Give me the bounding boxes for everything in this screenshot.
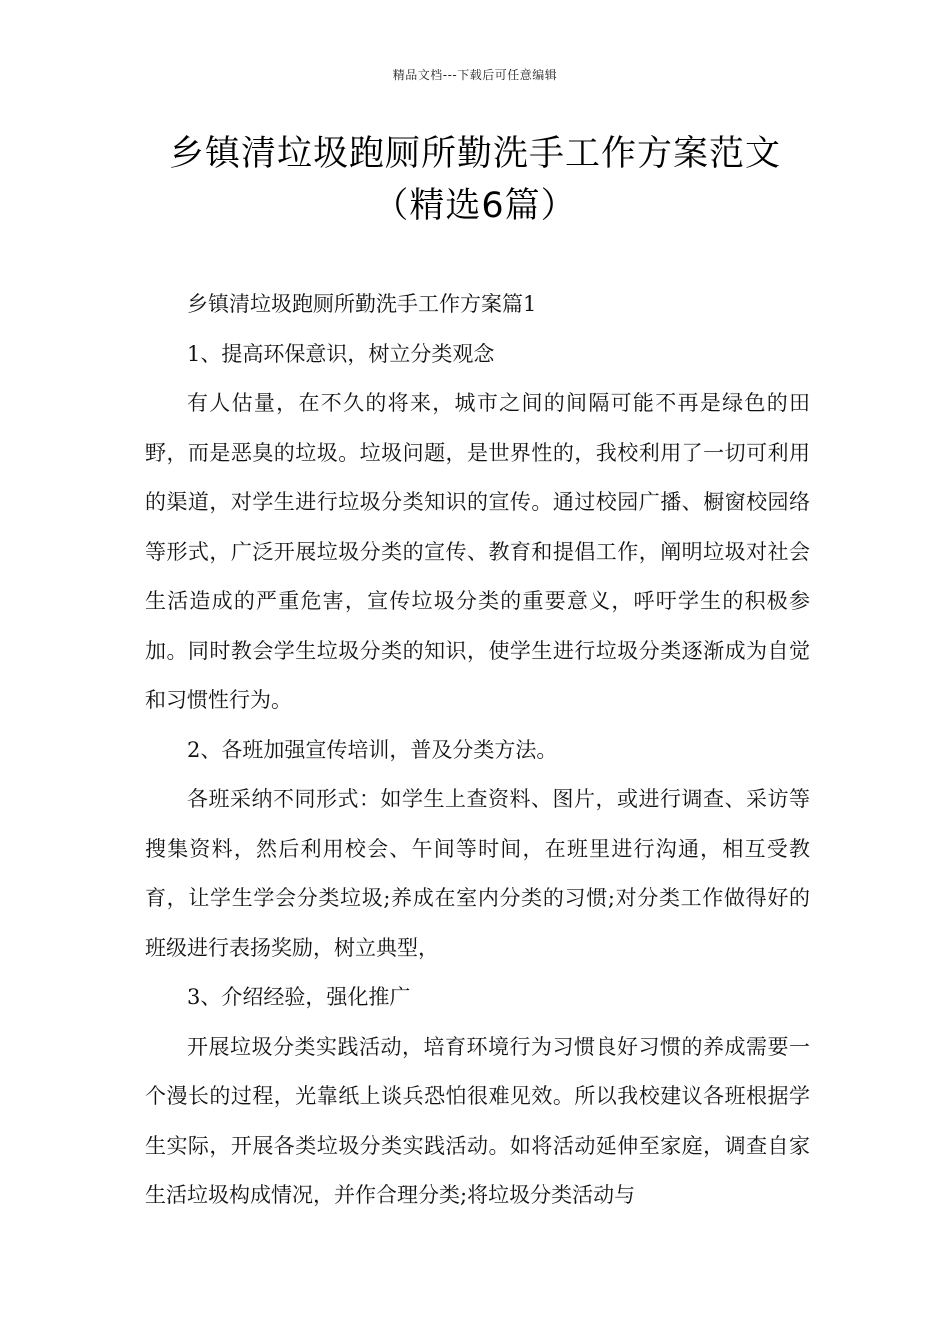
title-line-1: 乡镇清垃圾跑厕所勤洗手工作方案范文 [168, 134, 781, 174]
document-title [60, 128, 890, 232]
body-paragraph-2: 各班采纳不同形式：如学生上查资料、图片，或进行调查、采访等搜集资料，然后利用校会、午间等时间，在班里进行沟通，相互受教育，让学生学会分类垃圾;养成在室内分类的习惯;对分类工作做得好的班级进行表扬奖励，树立典型， [145, 787, 810, 960]
document-body [145, 280, 810, 1221]
title-line-2: （精选6篇） [373, 186, 577, 226]
body-paragraph-1: 有人估量，在不久的将来，城市之间的间隔可能不再是绿色的田野，而是恶臭的垃圾。垃圾问题，是世界性的，我校利用了一切可利用的渠道，对学生进行垃圾分类知识的宣传。通过校园广播、橱窗校园络等形式，广泛开展垃圾分类的宣传、教育和提倡工作，阐明垃圾对社会生活造成的严重危害，宣传垃圾分类的重要意义，呼吁学生的积极参加。同时教会学生垃圾分类的知识，使学生进行垃圾分类逐渐成为自觉和习惯性行为。 [145, 391, 810, 712]
section-heading: 乡镇清垃圾跑厕所勤洗手工作方案篇1 [187, 292, 537, 316]
header-note: 精品文档---下载后可任意编辑 [392, 68, 558, 82]
body-paragraph-3: 开展垃圾分类实践活动，培育环境行为习惯良好习惯的养成需要一个漫长的过程，光靠纸上谈兵恐怕很难见效。所以我校建议各班根据学生实际，开展各类垃圾分类实践活动。如将活动延伸至家庭，调查自家生活垃圾构成情况，并作合理分类;将垃圾分类活动与 [145, 1034, 810, 1207]
subheading-2: 2、各班加强宣传培训，普及分类方法。 [187, 737, 558, 762]
subheading-3: 3、介绍经验，强化推广 [187, 985, 411, 1009]
subheading-1: 1、提高环保意识，树立分类观念 [187, 341, 495, 366]
